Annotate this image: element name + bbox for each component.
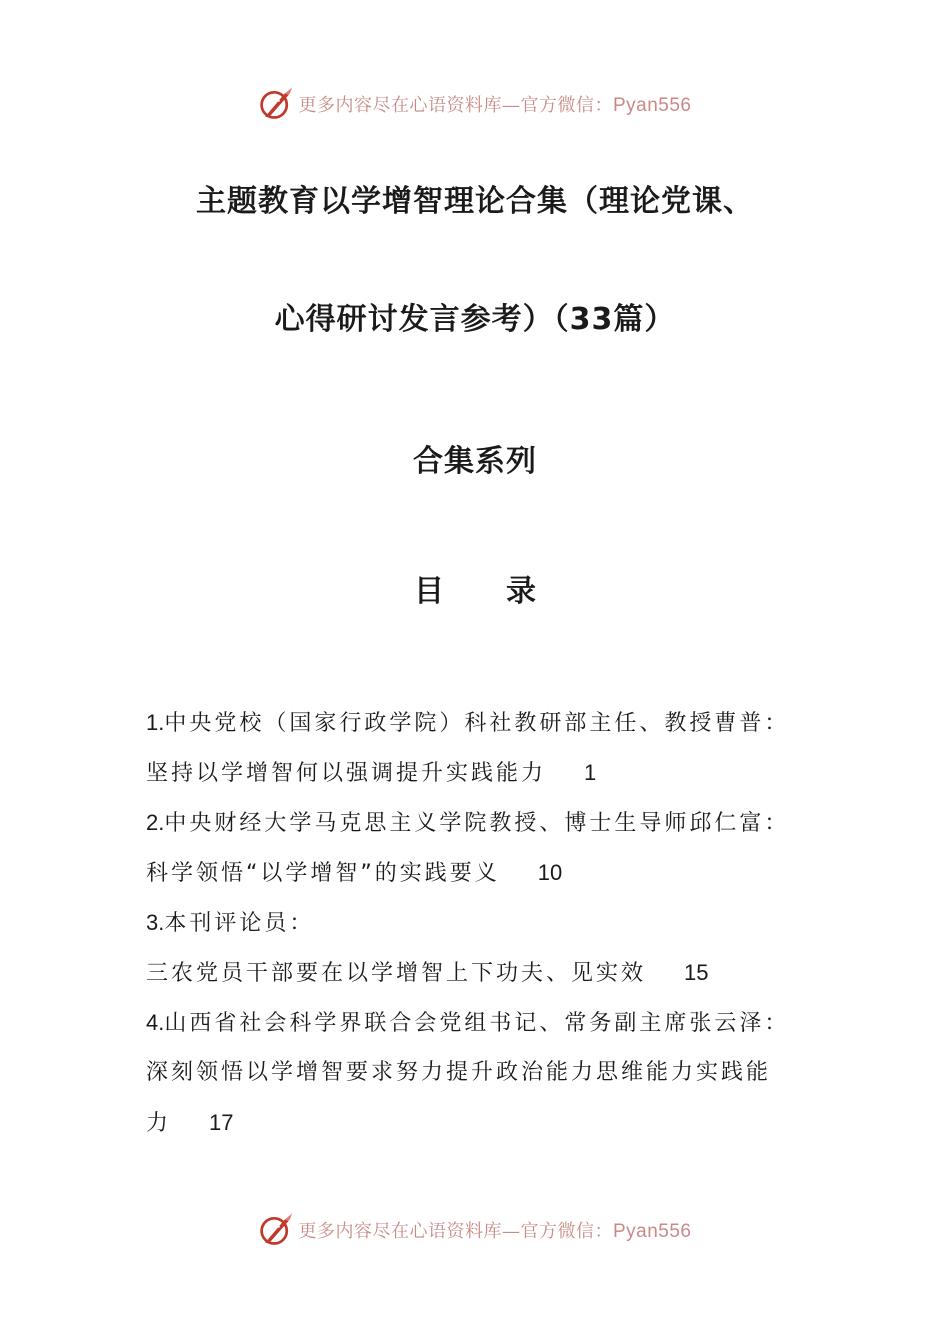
- table-of-contents: [146, 698, 816, 1148]
- toc-heading-char-1: 目: [414, 574, 444, 609]
- series-label: 合集系列: [413, 444, 537, 479]
- toc-entry-4-line-1[interactable]: 4.山西省社会科学界联合会党组书记、常务副主席张云泽：: [146, 1010, 790, 1036]
- toc-page-number: 17: [209, 1110, 234, 1135]
- document-title-line-2: 心得研讨发言参考）（33篇）: [274, 302, 676, 337]
- wechat-id: Pyan556: [612, 1221, 692, 1242]
- toc-page-number: 1: [584, 760, 597, 785]
- toc-heading-char-2: 录: [506, 574, 536, 609]
- wechat-id: Pyan556: [612, 95, 692, 116]
- toc-entry-4-line-2[interactable]: 深刻领悟以学增智要求努力提升政治能力思维能力实践能: [146, 1060, 772, 1085]
- toc-entry-3-line-2[interactable]: 三农党员干部要在以学增智上下功夫、见实效 15: [146, 960, 709, 986]
- quill-logo-icon: [258, 1212, 294, 1248]
- toc-entry-4-line-3[interactable]: 力 17: [146, 1110, 234, 1136]
- toc-entry-2-line-2[interactable]: 科学领悟“以学增智”的实践要义 10: [146, 860, 563, 886]
- watermark-footer: [0, 1210, 950, 1250]
- toc-heading: [0, 566, 950, 610]
- watermark-text: 更多内容尽在心语资料库—官方微信：Pyan556: [298, 95, 692, 116]
- quill-logo-icon: [258, 86, 294, 122]
- document-title-line-1: 主题教育以学增智理论合集（理论党课、: [196, 184, 754, 219]
- toc-page-number: 10: [537, 860, 563, 885]
- toc-entry-1-line-2[interactable]: 坚持以学增智何以强调提升实践能力 1: [146, 760, 597, 786]
- watermark-text: 更多内容尽在心语资料库—官方微信：Pyan556: [298, 1221, 692, 1242]
- toc-page-number: 15: [684, 960, 709, 985]
- watermark-header: [0, 84, 950, 124]
- toc-entry-2-line-1[interactable]: 2.中央财经大学马克思主义学院教授、博士生导师邱仁富：: [146, 810, 790, 836]
- toc-entry-3-line-1[interactable]: 3.本刊评论员：: [146, 910, 315, 936]
- toc-entry-1-line-1[interactable]: 1.中央党校（国家行政学院）科社教研部主任、教授曹普：: [146, 710, 790, 736]
